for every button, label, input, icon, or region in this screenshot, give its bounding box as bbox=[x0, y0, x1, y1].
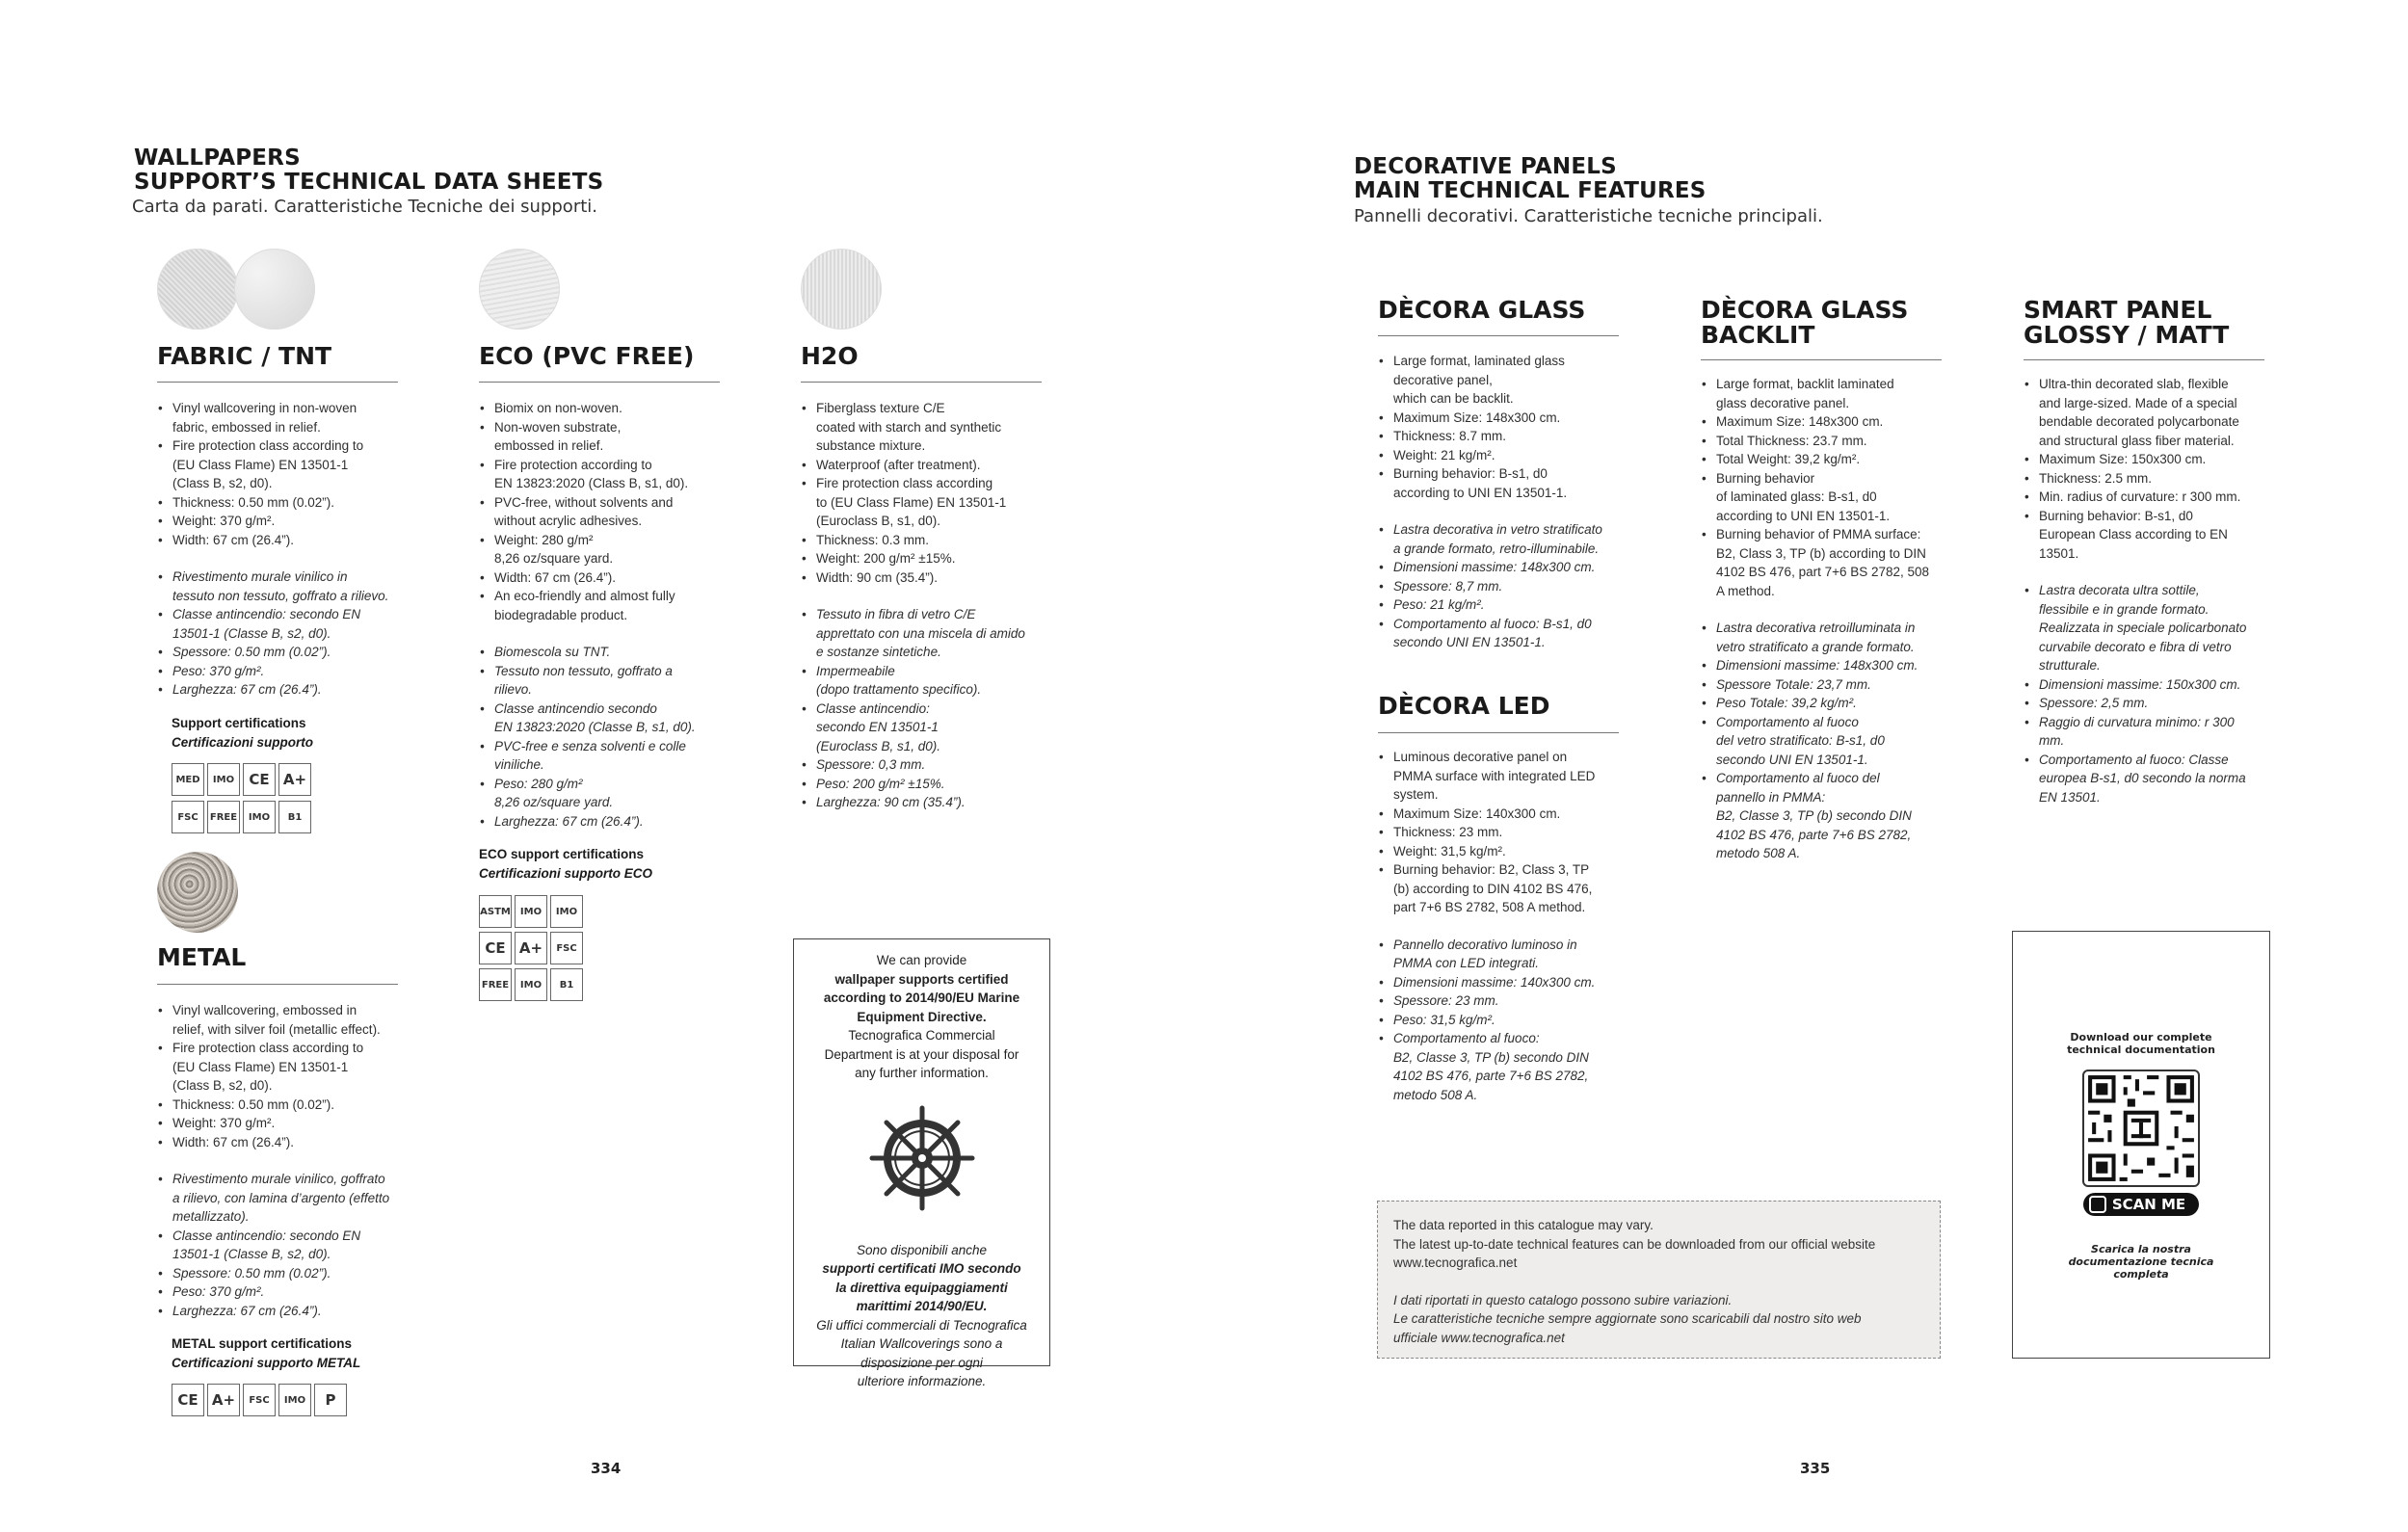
divider bbox=[2024, 359, 2264, 360]
page-number-left: 334 bbox=[591, 1460, 622, 1477]
decorative-panels-subtitle: Pannelli decorativi. Caratteristiche tecniche principali. bbox=[1354, 206, 1823, 226]
spec-line-it: • Dimensioni massime: 148x300 cm. bbox=[1378, 558, 1624, 577]
spec-line: • Fire protection class according to (EU Class Flame) EN 13501-1 (Euroclass B, s1, d0). bbox=[801, 474, 1051, 531]
spec-line-it: • Peso: 21 kg/m². bbox=[1378, 595, 1624, 615]
spec-line-it: • Comportamento al fuoco: B2, Classe 3, TP (b) secondo DIN 4102 BS 476, parte 7+6 BS 2782, metodo 508 A. bbox=[1378, 1029, 1628, 1104]
spec-line-it: • Lastra decorativa in vetro stratificato a grande formato, retro-illuminabile. bbox=[1378, 520, 1624, 558]
a-plus-icon: A+ bbox=[207, 1384, 240, 1416]
spec-line: • Waterproof (after treatment). bbox=[801, 456, 1051, 475]
flame-icon: B1 bbox=[550, 968, 583, 1001]
spec-line: • Luminous decorative panel on PMMA surface with integrated LED system. bbox=[1378, 748, 1628, 805]
spec-line-it: • Larghezza: 67 cm (26.4”). bbox=[479, 812, 720, 832]
fabric-swatch-image bbox=[157, 249, 238, 330]
spec-line: • Ultra-thin decorated slab, flexible and large-sized. Made of a special bendable decorated polycarbonate and structural glass fiber material. bbox=[2024, 375, 2279, 450]
fabric-cert-heading: Support certifications Certificazioni supporto bbox=[172, 716, 314, 750]
spec-line-it: • Peso: 280 g/m² 8,26 oz/square yard. bbox=[479, 775, 720, 812]
spec-line: • Fire protection class according to (EU Class Flame) EN 13501-1 (Class B, s2, d0). bbox=[157, 1039, 398, 1096]
spec-line: • Width: 90 cm (35.4”). bbox=[801, 568, 1051, 588]
ce-mark-icon: CE bbox=[243, 763, 276, 796]
free-badge-icon: FREE bbox=[207, 801, 240, 833]
decora-led-title: DÈCORA LED bbox=[1378, 692, 1550, 720]
spec-line-it: • Peso: 370 g/m². bbox=[157, 662, 398, 681]
spec-line: • Maximum Size: 140x300 cm. bbox=[1378, 805, 1628, 824]
decora-led-specs bbox=[1378, 748, 1628, 1104]
spec-line: • Fire protection according to EN 13823:2020 (Class B, s1, d0). bbox=[479, 456, 720, 493]
spec-line-it: • Spessore: 0,3 mm. bbox=[801, 755, 1051, 775]
spec-line-it: • Raggio di curvatura minimo: r 300 mm. bbox=[2024, 713, 2279, 751]
smart-panel-title: SMART PANEL GLOSSY / MATT bbox=[2024, 296, 2230, 349]
spec-line: • Fire protection class according to (EU Class Flame) EN 13501-1 (Class B, s2, d0). bbox=[157, 436, 398, 493]
h2o-title: H2O bbox=[801, 342, 859, 370]
med-wheelmark-icon: MED bbox=[172, 763, 204, 796]
spec-line-it: • Peso: 31,5 kg/m². bbox=[1378, 1011, 1628, 1030]
decora-glass-specs bbox=[1378, 352, 1624, 652]
tnt-swatch-image bbox=[234, 249, 315, 330]
imo-cert-icon: IMO bbox=[550, 895, 583, 928]
metal-cert-icons bbox=[172, 1384, 347, 1416]
spec-line: • Weight: 31,5 kg/m². bbox=[1378, 842, 1628, 861]
scan-me-badge: SCAN ME bbox=[2083, 1193, 2199, 1216]
divider bbox=[1378, 335, 1619, 336]
spec-line: • Burning behavior of laminated glass: B-s1, d0 according to UNI EN 13501-1. bbox=[1701, 469, 1956, 526]
divider bbox=[479, 382, 720, 383]
spec-line-it: • Dimensioni massime: 150x300 cm. bbox=[2024, 675, 2279, 695]
spec-line: • Thickness: 23 mm. bbox=[1378, 823, 1628, 842]
divider bbox=[1378, 732, 1619, 733]
eco-specs bbox=[479, 399, 720, 831]
eco-cert-icons bbox=[479, 895, 583, 1001]
spec-line-it: • Classe antincendio: secondo EN 13501-1 (Euroclass B, s1, d0). bbox=[801, 700, 1051, 756]
spec-line-it: • Classe antincendio: secondo EN 13501-1 (Classe B, s2, d0). bbox=[157, 605, 398, 643]
eco-title: ECO (PVC FREE) bbox=[479, 342, 695, 370]
eco-swatch-image bbox=[479, 249, 560, 330]
spec-line-it: • Larghezza: 67 cm (26.4”). bbox=[157, 680, 398, 700]
imo-fan-icon: IMO bbox=[515, 968, 547, 1001]
fsc-tree-icon: FSC bbox=[172, 801, 204, 833]
recycle-p-icon: P bbox=[314, 1384, 347, 1416]
download-docs-it: Scarica la nostra documentazione tecnica completa bbox=[2068, 1243, 2214, 1281]
spec-line-it: • Comportamento al fuoco del pannello in PMMA: B2, Classe 3, TP (b) secondo DIN 4102 BS 476, parte 7+6 BS 2782, metodo 508 A. bbox=[1701, 769, 1956, 863]
astm-icon: ASTM bbox=[479, 895, 512, 928]
divider bbox=[157, 984, 398, 985]
metal-cert-heading: METAL support certifications Certificazioni supporto METAL bbox=[172, 1336, 361, 1370]
spec-line-it: • Dimensioni massime: 140x300 cm. bbox=[1378, 973, 1628, 992]
smart-panel-specs bbox=[2024, 375, 2279, 806]
spec-line-it: • Comportamento al fuoco: B-s1, d0 secondo UNI EN 13501-1. bbox=[1378, 615, 1624, 652]
spec-line: • Thickness: 2.5 mm. bbox=[2024, 469, 2279, 489]
spec-line-it: • Peso Totale: 39,2 kg/m². bbox=[1701, 694, 1956, 713]
spec-line: • Vinyl wallcovering in non-woven fabric, embossed in relief. bbox=[157, 399, 398, 436]
imo-cert-icon: IMO bbox=[515, 895, 547, 928]
spec-line: • Burning behavior: B2, Class 3, TP (b) according to DIN 4102 BS 476, part 7+6 BS 2782, 508 A method. bbox=[1378, 860, 1628, 917]
flame-icon: B1 bbox=[278, 801, 311, 833]
page-number-right: 335 bbox=[1800, 1460, 1831, 1477]
spec-line: • Weight: 370 g/m². bbox=[157, 512, 398, 531]
decorative-panels-title: DECORATIVE PANELS MAIN TECHNICAL FEATURES bbox=[1354, 154, 1707, 203]
metal-swatch-image bbox=[157, 852, 238, 933]
spec-line-it: • Classe antincendio: secondo EN 13501-1 (Classe B, s2, d0). bbox=[157, 1227, 398, 1264]
spec-line: • Weight: 280 g/m² 8,26 oz/square yard. bbox=[479, 531, 720, 568]
decora-glass-title: DÈCORA GLASS bbox=[1378, 296, 1586, 324]
spec-line-it: • Biomescola su TNT. bbox=[479, 643, 720, 662]
spec-line: • Width: 67 cm (26.4”). bbox=[157, 1133, 398, 1152]
spec-line: • Large format, laminated glass decorative panel, which can be backlit. bbox=[1378, 352, 1624, 409]
fabric-cert-icons bbox=[172, 763, 311, 833]
spec-line-it: • Spessore: 0.50 mm (0.02”). bbox=[157, 1264, 398, 1283]
ce-mark-icon: CE bbox=[479, 932, 512, 964]
spec-line: • Weight: 21 kg/m². bbox=[1378, 446, 1624, 465]
spec-line: • Vinyl wallcovering, embossed in relief, with silver foil (metallic effect). bbox=[157, 1001, 398, 1039]
spec-line: • Total Thickness: 23.7 mm. bbox=[1701, 432, 1956, 451]
spec-line-it: • Tessuto in fibra di vetro C/E apprettato con una miscela di amido e sostanze sintetiche. bbox=[801, 605, 1051, 662]
spec-line-it: • Spessore: 0.50 mm (0.02”). bbox=[157, 643, 398, 662]
spec-line-it: • Classe antincendio secondo EN 13823:2020 (Classe B, s1, d0). bbox=[479, 700, 720, 737]
spec-line: • Burning behavior of PMMA surface: B2, Class 3, TP (b) according to DIN 4102 BS 476, part 7+6 BS 2782, 508 A method. bbox=[1701, 525, 1956, 600]
spec-line: • Width: 67 cm (26.4”). bbox=[157, 531, 398, 550]
spec-line-it: • Spessore Totale: 23,7 mm. bbox=[1701, 675, 1956, 695]
metal-title: METAL bbox=[157, 943, 247, 971]
h2o-specs bbox=[801, 399, 1051, 812]
spec-line-it: • Spessore: 8,7 mm. bbox=[1378, 577, 1624, 596]
eco-cert-heading: ECO support certifications Certificazioni supporto ECO bbox=[479, 847, 653, 881]
marine-certification-box: We can provide wallpaper supports certified according to 2014/90/EU Marine Equipment Directive. Tecnografica Commercial Department is at your disposal for any further information. Sono disponibili anche supporti certificati IMO secondo la direttiva equipaggiamenti marittimi 2014/90/EU. Gli uffici commerciali di Tecnografica Italian Wallcoverings sono a disposizione per ogni ulteriore informazione. bbox=[793, 938, 1050, 1366]
h2o-swatch-image bbox=[801, 249, 882, 330]
wallpapers-subtitle: Carta da parati. Caratteristiche Tecniche dei supporti. bbox=[132, 197, 598, 217]
imo-cert-icon: IMO bbox=[278, 1384, 311, 1416]
phone-scan-icon bbox=[2089, 1196, 2106, 1213]
fabric-title: FABRIC / TNT bbox=[157, 342, 332, 370]
divider bbox=[1701, 359, 1942, 360]
decora-glass-backlit-specs bbox=[1701, 375, 1956, 863]
spec-line-it: • Impermeabile (dopo trattamento specifico). bbox=[801, 662, 1051, 700]
metal-specs bbox=[157, 1001, 398, 1320]
a-plus-icon: A+ bbox=[278, 763, 311, 796]
spec-line-it: • Peso: 200 g/m² ±15%. bbox=[801, 775, 1051, 794]
spec-line-it: • Comportamento al fuoco del vetro stratificato: B-s1, d0 secondo UNI EN 13501-1. bbox=[1701, 713, 1956, 770]
spec-line: • Fiberglass texture C/E coated with starch and synthetic substance mixture. bbox=[801, 399, 1051, 456]
imo-fan-icon: IMO bbox=[243, 801, 276, 833]
spec-line-it: • PVC-free e senza solventi e colle viniliche. bbox=[479, 737, 720, 775]
ship-wheel-icon bbox=[794, 1104, 1049, 1212]
qr-code[interactable] bbox=[2082, 1070, 2200, 1187]
spec-line: • Burning behavior: B-s1, d0 according to UNI EN 13501-1. bbox=[1378, 464, 1624, 502]
spec-line: • Thickness: 8.7 mm. bbox=[1378, 427, 1624, 446]
spec-line-it: • Spessore: 23 mm. bbox=[1378, 991, 1628, 1011]
spec-line-it: • Lastra decorata ultra sottile, flessibile e in grande formato. Realizzata in speciale policarbonato curvabile decorato e fibra di vetro strutturale. bbox=[2024, 581, 2279, 675]
spec-line-it: • Larghezza: 67 cm (26.4”). bbox=[157, 1302, 398, 1321]
spec-line: • Non-woven substrate, embossed in relief. bbox=[479, 418, 720, 456]
spec-line-it: • Pannello decorativo luminoso in PMMA con LED integrati. bbox=[1378, 936, 1628, 973]
spec-line: • Weight: 370 g/m². bbox=[157, 1114, 398, 1133]
fsc-tree-icon: FSC bbox=[550, 932, 583, 964]
spec-line-it: • Rivestimento murale vinilico in tessuto non tessuto, goffrato a rilievo. bbox=[157, 568, 398, 605]
spec-line-it: • Lastra decorativa retroilluminata in vetro stratificato a grande formato. bbox=[1701, 619, 1956, 656]
spec-line: • An eco-friendly and almost fully biodegradable product. bbox=[479, 587, 720, 624]
spec-line: • Maximum Size: 148x300 cm. bbox=[1701, 412, 1956, 432]
spec-line-it: • Larghezza: 90 cm (35.4”). bbox=[801, 793, 1051, 812]
fabric-specs bbox=[157, 399, 398, 700]
spec-line: • Maximum Size: 148x300 cm. bbox=[1378, 409, 1624, 428]
spec-line-it: • Spessore: 2,5 mm. bbox=[2024, 694, 2279, 713]
spec-line-it: • Tessuto non tessuto, goffrato a rilievo. bbox=[479, 662, 720, 700]
spec-line: • Large format, backlit laminated glass decorative panel. bbox=[1701, 375, 1956, 412]
a-plus-icon: A+ bbox=[515, 932, 547, 964]
spec-line: • Weight: 200 g/m² ±15%. bbox=[801, 549, 1051, 568]
spec-line-it: • Peso: 370 g/m². bbox=[157, 1282, 398, 1302]
spec-line: • Thickness: 0.3 mm. bbox=[801, 531, 1051, 550]
spec-line: • Width: 67 cm (26.4”). bbox=[479, 568, 720, 588]
divider bbox=[157, 382, 398, 383]
ce-mark-icon: CE bbox=[172, 1384, 204, 1416]
download-docs-heading: Download our complete technical documentation bbox=[2067, 1031, 2215, 1056]
spec-line: • Thickness: 0.50 mm (0.02”). bbox=[157, 493, 398, 513]
imo-cert-icon: IMO bbox=[207, 763, 240, 796]
disclaimer-note: The data reported in this catalogue may vary. The latest up-to-date technical features can be downloaded from our official website www.tecnografica.net I dati riportati in questo catalogo possono subire variazioni. Le caratteristiche tecniche sempre aggiornate sono scaricabili dal nostro sito web ufficiale www.tecnografica.net bbox=[1377, 1201, 1941, 1359]
spec-line-it: • Dimensioni massime: 148x300 cm. bbox=[1701, 656, 1956, 675]
spec-line: • Biomix on non-woven. bbox=[479, 399, 720, 418]
download-docs-box bbox=[2012, 931, 2270, 1359]
wallpapers-title: WALLPAPERS SUPPORT’S TECHNICAL DATA SHEETS bbox=[134, 145, 604, 195]
fsc-tree-icon: FSC bbox=[243, 1384, 276, 1416]
spec-line-it: • Rivestimento murale vinilico, goffrato a rilievo, con lamina d’argento (effetto metallizzato). bbox=[157, 1170, 398, 1227]
divider bbox=[801, 382, 1042, 383]
decora-glass-backlit-title: DÈCORA GLASS BACKLIT bbox=[1701, 296, 1909, 349]
free-badge-icon: FREE bbox=[479, 968, 512, 1001]
spec-line-it: • Comportamento al fuoco: Classe europea B-s1, d0 secondo la norma EN 13501. bbox=[2024, 751, 2279, 807]
spec-line: • Total Weight: 39,2 kg/m². bbox=[1701, 450, 1956, 469]
spec-line: • Min. radius of curvature: r 300 mm. bbox=[2024, 488, 2279, 507]
spec-line: • PVC-free, without solvents and without acrylic adhesives. bbox=[479, 493, 720, 531]
spec-line: • Maximum Size: 150x300 cm. bbox=[2024, 450, 2279, 469]
spec-line: • Thickness: 0.50 mm (0.02”). bbox=[157, 1096, 398, 1115]
spec-line: • Burning behavior: B-s1, d0 European Class according to EN 13501. bbox=[2024, 507, 2279, 564]
